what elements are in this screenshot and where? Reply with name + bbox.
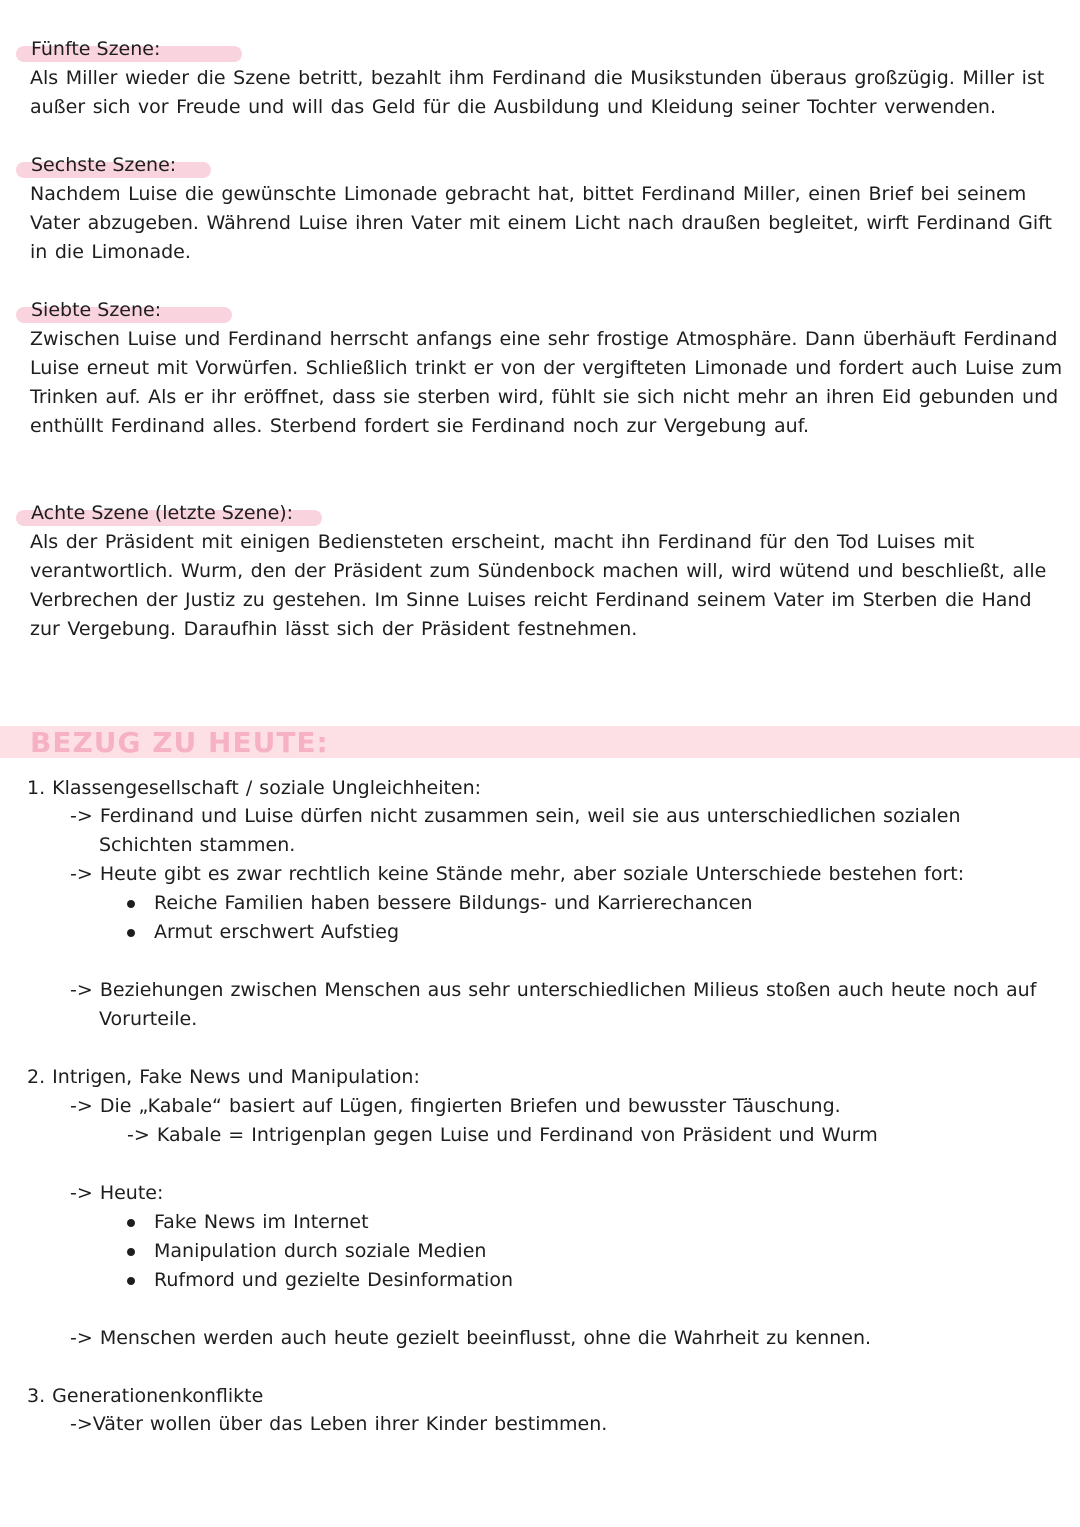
bullet-item: Rufmord und gezielte Desinformation <box>154 1269 513 1291</box>
bullet-item: Reiche Familien haben bessere Bildungs- und Karrierechancen <box>154 892 753 914</box>
scene-summary: Als Miller wieder die Szene betritt, bezahlt ihm Ferdinand die Musikstunden überaus großzügig. Miller ist außer sich vor Freude und will das Geld für die Ausbildung und Kleidung seiner Tochter verwenden. <box>30 67 1045 118</box>
scene-heading <box>30 499 293 528</box>
bullet-dot <box>127 929 135 937</box>
arrow-line: -> Ferdinand und Luise dürfen nicht zusammen sein, weil sie aus unterschiedlichen sozialen <box>70 805 961 827</box>
arrow-line: -> Die „Kabale“ basiert auf Lügen, fingierten Briefen und bewusster Täuschung. <box>70 1095 841 1117</box>
scene-block-5 <box>30 35 1065 122</box>
scene-summary: Zwischen Luise und Ferdinand herrscht anfangs eine sehr frostige Atmosphäre. Dann überhäuft Ferdinand Luise erneut mit Vorwürfen. Schließlich trinkt er von der vergifteten Limonade und fordert auch Luise zum Trinken auf. Als er ihr eröffnet, dass sie sterben wird, fühlt sie sich nicht mehr an ihren Eid gebunden und enthüllt Ferdinand alles. Sterbend fordert sie Ferdinand noch zur Vergebung auf. <box>30 328 1063 437</box>
arrow-line: -> Beziehungen zwischen Menschen aus sehr unterschiedlichen Milieus stoßen auch heute noch auf <box>70 979 1037 1001</box>
arrow-line: -> Menschen werden auch heute gezielt beeinflusst, ohne die Wahrheit zu kennen. <box>70 1327 872 1349</box>
scene-heading <box>30 35 160 64</box>
bullet-dot <box>127 1219 135 1227</box>
scene-block-7 <box>30 296 1065 441</box>
bullet-dot <box>127 1248 135 1256</box>
bullet-dot <box>127 1277 135 1285</box>
scene-heading-text: Sechste Szene: <box>31 154 177 176</box>
point-heading: 1. Klassengesellschaft / soziale Ungleichheiten: <box>27 777 482 799</box>
scene-summary: Nachdem Luise die gewünschte Limonade gebracht hat, bittet Ferdinand Miller, einen Brief bei seinem Vater abzugeben. Während Luise ihren Vater mit einem Licht nach draußen begleitet, wirft Ferdinand Gift in die Limonade. <box>30 183 1052 263</box>
scene-heading-text: Fünfte Szene: <box>31 38 161 60</box>
arrow-line: ->Väter wollen über das Leben ihrer Kinder bestimmen. <box>70 1413 608 1435</box>
scene-heading <box>30 296 161 325</box>
arrow-line-continued: Schichten stammen. <box>99 834 296 856</box>
bullet-item: Manipulation durch soziale Medien <box>154 1240 487 1262</box>
bullet-item: Fake News im Internet <box>154 1211 369 1233</box>
point-heading: 2. Intrigen, Fake News und Manipulation: <box>27 1066 420 1088</box>
point-heading: 3. Generationenkonflikte <box>27 1385 264 1407</box>
bullet-dot <box>127 900 135 908</box>
scene-heading <box>30 151 176 180</box>
sub-arrow-line: -> Kabale = Intrigenplan gegen Luise und Ferdinand von Präsident und Wurm <box>127 1124 878 1146</box>
scene-block-6 <box>30 151 1065 267</box>
scene-block-8 <box>30 499 1065 644</box>
section-title: BEZUG ZU HEUTE: <box>30 726 329 759</box>
arrow-line-continued: Vorurteile. <box>99 1008 198 1030</box>
bullet-item: Armut erschwert Aufstieg <box>154 921 400 943</box>
arrow-line: -> Heute gibt es zwar rechtlich keine Stände mehr, aber soziale Unterschiede bestehen fort: <box>70 863 965 885</box>
scene-heading-text: Achte Szene (letzte Szene): <box>31 502 294 524</box>
scene-summary: Als der Präsident mit einigen Bediensteten erscheint, macht ihn Ferdinand für den Tod Luises mit verantwortlich. Wurm, den der Präsident zum Sündenbock machen will, wird wütend und beschließt, alle Verbrechen der Justiz zu gestehen. Im Sinne Luises reicht Ferdinand seinem Vater im Sterben die Hand zur Vergebung. Daraufhin lässt sich der Präsident festnehmen. <box>30 531 1047 640</box>
arrow-line: -> Heute: <box>70 1182 164 1204</box>
scene-heading-text: Siebte Szene: <box>31 299 162 321</box>
